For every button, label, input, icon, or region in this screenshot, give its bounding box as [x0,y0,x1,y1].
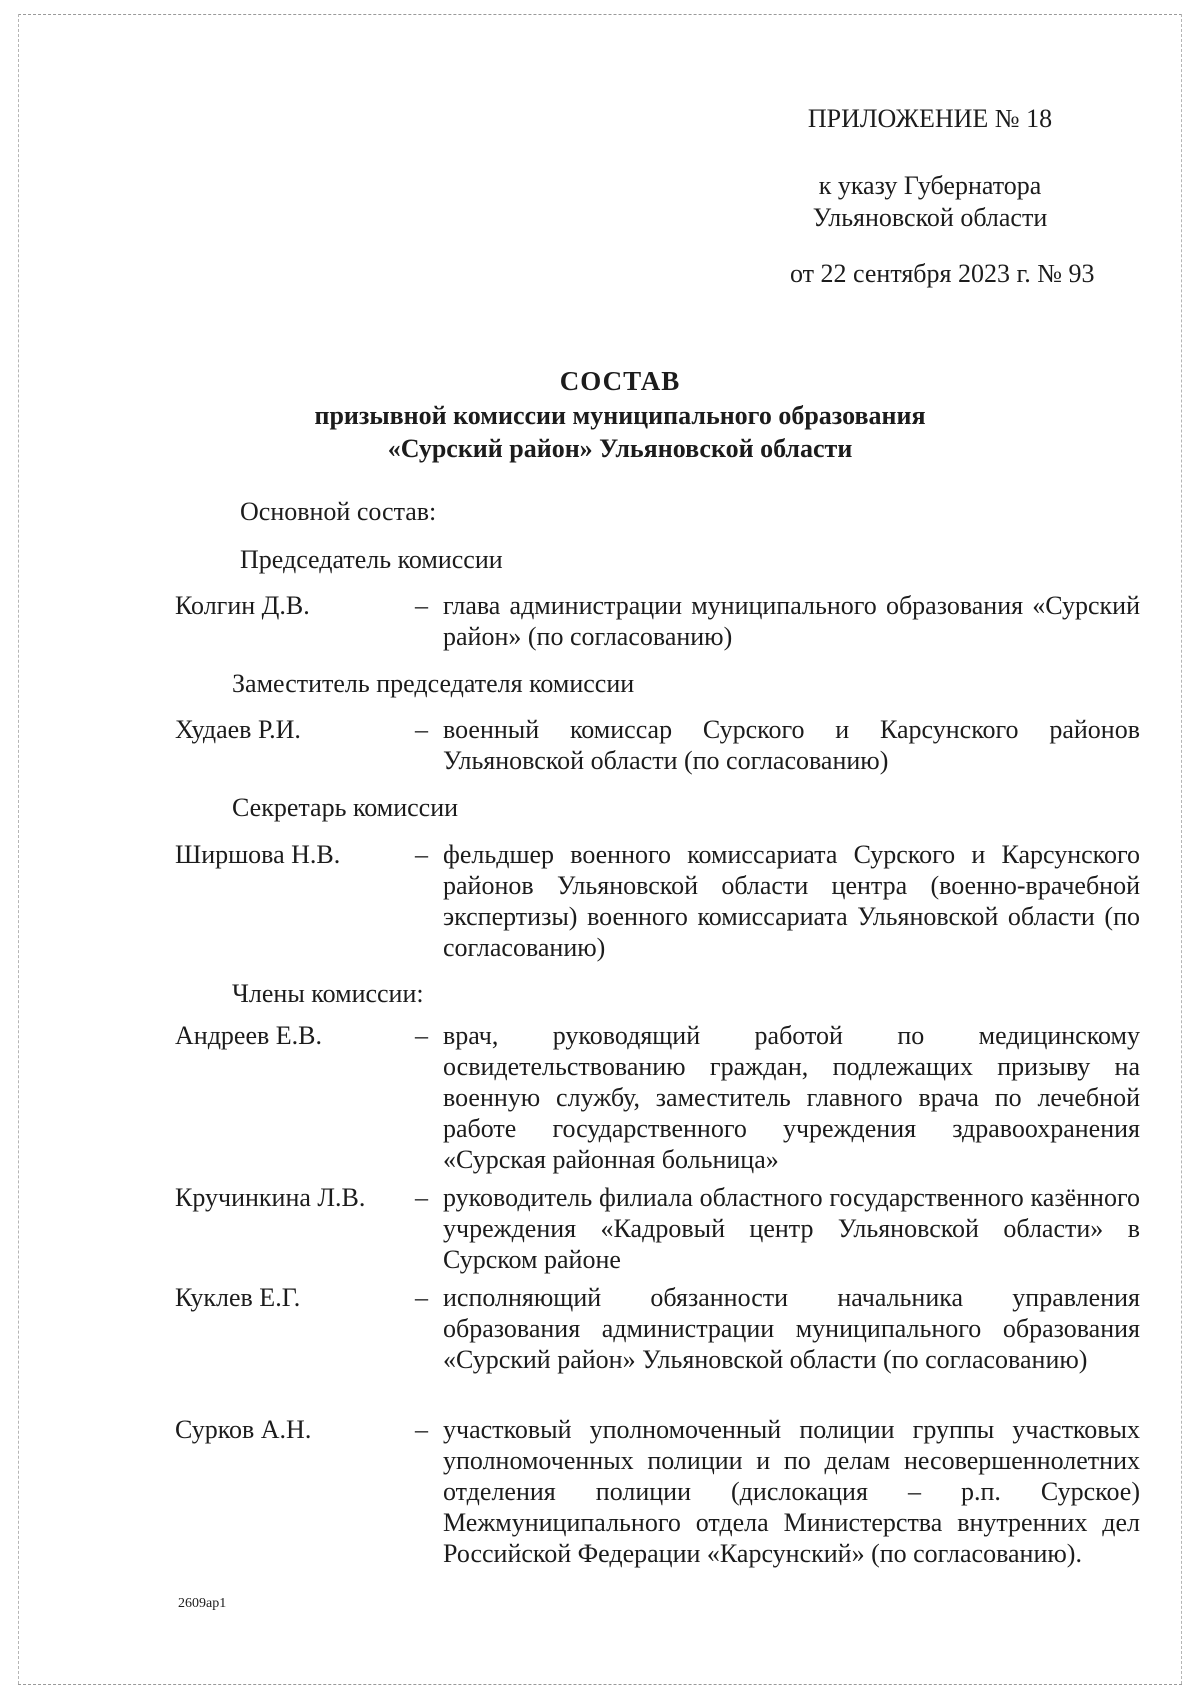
section-deputy: Заместитель председателя комиссии [232,669,635,698]
dash-separator: – [415,1283,428,1312]
member-description: исполняющий обязанности начальника управления образования администрации муниципального образования «Сурский район» Ульяновской области (по согласованию) [443,1283,1140,1374]
member-name: Ширшова Н.В. [175,840,341,869]
member-name: Андреев Е.В. [175,1021,322,1050]
section-members: Члены комиссии: [232,979,424,1008]
dash-separator: – [415,591,428,620]
dash-separator: – [415,840,428,869]
title-line1: призывной комиссии муниципального образования [314,401,926,430]
appendix-number: ПРИЛОЖЕНИЕ № 18 [807,104,1053,133]
section-chairman: Председатель комиссии [240,545,503,574]
title-line2: «Сурский район» Ульяновской области [387,434,853,463]
appendix-reference-line2: Ульяновской области [812,203,1048,232]
dash-separator: – [415,1415,428,1444]
appendix-reference [760,170,1100,234]
appendix-date: от 22 сентября 2023 г. № 93 [790,259,1095,288]
title-main: СОСТАВ [559,366,681,396]
member-name: Кручинкина Л.В. [175,1183,366,1212]
dash-separator: – [415,715,428,744]
member-description: фельдшер военного комиссариата Сурского и Карсунского районов Ульяновской области центра (военно-врачебной экспертизы) военного комиссариата Ульяновской области (по согласованию) [443,840,1140,962]
member-description: врач, руководящий работой по медицинскому освидетельствованию граждан, подлежащих призыву на военную службу, заместитель главного врача по лечебной работе государственного учреждения здравоохранения «Сурская районная больница» [443,1021,1140,1174]
member-description: глава администрации муниципального образования «Сурский район» (по согласованию) [443,591,1140,651]
document-code: 2609ар1 [178,1596,227,1611]
member-description: военный комиссар Сурского и Карсунского районов Ульяновской области (по согласованию) [443,715,1140,775]
member-name: Колгин Д.В. [175,591,310,620]
section-main-composition: Основной состав: [240,497,437,526]
section-secretary: Секретарь комиссии [232,793,459,822]
member-name: Куклев Е.Г. [175,1283,301,1312]
dash-separator: – [415,1183,428,1212]
document-title [200,363,1040,465]
member-description: руководитель филиала областного государственного казённого учреждения «Кадровый центр Ульяновской области» в Сурском районе [443,1183,1140,1274]
appendix-reference-line1: к указу Губернатора [818,171,1042,200]
member-name: Худаев Р.И. [175,715,301,744]
member-description: участковый уполномоченный полиции группы участковых уполномоченных полиции и по делам несовершеннолетних отделения полиции (дислокация – р.п. Сурское) Межмуниципального отдела Министерства внутренних дел Российской Федерации «Карсунский» (по согласованию). [443,1415,1140,1568]
dash-separator: – [415,1021,428,1050]
member-name: Сурков А.Н. [175,1415,312,1444]
